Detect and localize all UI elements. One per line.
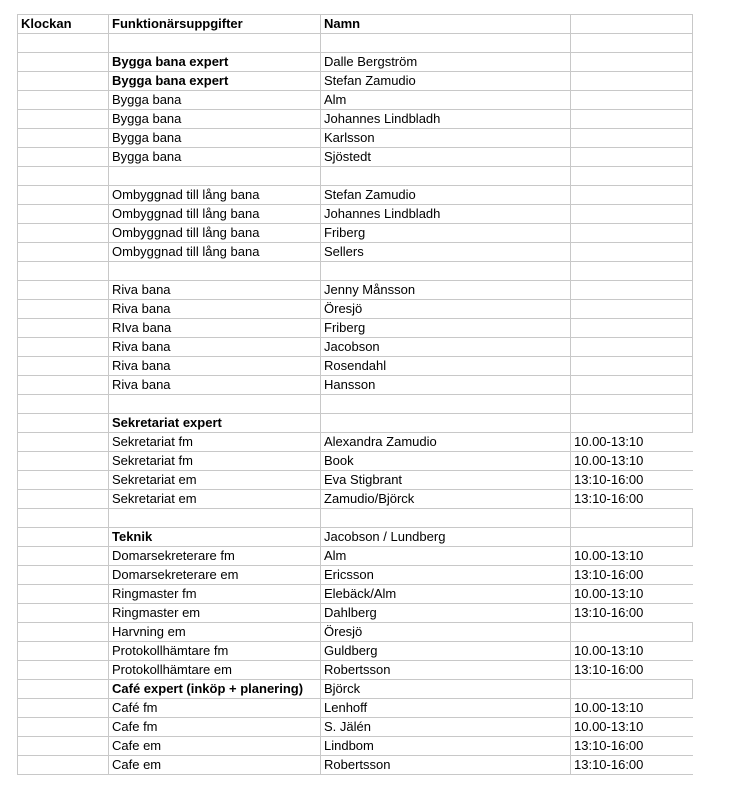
cell-namn: Jenny Månsson xyxy=(321,281,571,300)
cell-namn: Friberg xyxy=(321,224,571,243)
cell-namn: Hansson xyxy=(321,376,571,395)
table-row xyxy=(18,376,693,395)
table-row xyxy=(18,72,693,91)
header-funktionarsuppgifter: Funktionärsuppgifter xyxy=(109,15,321,34)
cell-tid: 13:10-16:00 xyxy=(571,661,693,680)
cell-tid xyxy=(571,91,693,110)
cell-uppgift: Protokollhämtare fm xyxy=(109,642,321,661)
cell-klockan xyxy=(18,414,109,433)
cell-tid xyxy=(571,395,693,414)
cell-klockan xyxy=(18,91,109,110)
cell-namn: Dalle Bergström xyxy=(321,53,571,72)
cell-namn: Alexandra Zamudio xyxy=(321,433,571,452)
table-row xyxy=(18,699,693,718)
table-row xyxy=(18,623,693,642)
table-row xyxy=(18,604,693,623)
table-row xyxy=(18,167,693,186)
cell-klockan xyxy=(18,300,109,319)
cell-namn: Sellers xyxy=(321,243,571,262)
table-row xyxy=(18,509,693,528)
cell-klockan xyxy=(18,262,109,281)
cell-namn: Lindbom xyxy=(321,737,571,756)
table-row xyxy=(18,243,693,262)
cell-klockan xyxy=(18,452,109,471)
cell-tid xyxy=(571,509,693,528)
cell-tid: 10.00-13:10 xyxy=(571,699,693,718)
cell-tid xyxy=(571,414,693,433)
cell-namn: Guldberg xyxy=(321,642,571,661)
cell-klockan xyxy=(18,528,109,547)
cell-klockan xyxy=(18,186,109,205)
cell-tid xyxy=(571,72,693,91)
cell-namn: Zamudio/Björck xyxy=(321,490,571,509)
cell-klockan xyxy=(18,281,109,300)
cell-uppgift: Bygga bana xyxy=(109,148,321,167)
cell-tid xyxy=(571,110,693,129)
cell-uppgift: Ombyggnad till lång bana xyxy=(109,186,321,205)
cell-namn xyxy=(321,34,571,53)
cell-uppgift: Cafe em xyxy=(109,756,321,775)
table-row xyxy=(18,148,693,167)
cell-klockan xyxy=(18,129,109,148)
table-row xyxy=(18,34,693,53)
cell-klockan xyxy=(18,338,109,357)
cell-tid: 13:10-16:00 xyxy=(571,490,693,509)
cell-klockan xyxy=(18,547,109,566)
cell-uppgift: Teknik xyxy=(109,528,321,547)
table-row xyxy=(18,414,693,433)
cell-namn: Jacobson / Lundberg xyxy=(321,528,571,547)
cell-uppgift: Domarsekreterare fm xyxy=(109,547,321,566)
table-row xyxy=(18,395,693,414)
cell-uppgift: Ombyggnad till lång bana xyxy=(109,243,321,262)
header-namn: Namn xyxy=(321,15,571,34)
cell-tid xyxy=(571,34,693,53)
cell-namn: Robertsson xyxy=(321,756,571,775)
cell-klockan xyxy=(18,623,109,642)
table-row xyxy=(18,528,693,547)
cell-uppgift: Riva bana xyxy=(109,338,321,357)
cell-uppgift xyxy=(109,34,321,53)
table-row xyxy=(18,718,693,737)
cell-namn xyxy=(321,262,571,281)
cell-namn xyxy=(321,167,571,186)
cell-klockan xyxy=(18,53,109,72)
cell-uppgift: Riva bana xyxy=(109,357,321,376)
cell-namn: Stefan Zamudio xyxy=(321,186,571,205)
cell-uppgift: Sekretariat fm xyxy=(109,452,321,471)
cell-klockan xyxy=(18,566,109,585)
cell-tid xyxy=(571,167,693,186)
cell-tid xyxy=(571,357,693,376)
cell-klockan xyxy=(18,604,109,623)
cell-tid xyxy=(571,224,693,243)
table-row xyxy=(18,205,693,224)
table-row xyxy=(18,737,693,756)
cell-klockan xyxy=(18,357,109,376)
cell-klockan xyxy=(18,756,109,775)
cell-tid: 13:10-16:00 xyxy=(571,756,693,775)
cell-namn xyxy=(321,395,571,414)
table-row xyxy=(18,338,693,357)
cell-uppgift: Café expert (inköp + planering) xyxy=(109,680,321,699)
cell-namn: Elebäck/Alm xyxy=(321,585,571,604)
cell-uppgift: Café fm xyxy=(109,699,321,718)
cell-klockan xyxy=(18,509,109,528)
cell-uppgift: Sekretariat expert xyxy=(109,414,321,433)
table-row xyxy=(18,642,693,661)
cell-uppgift: Bygga bana xyxy=(109,129,321,148)
cell-klockan xyxy=(18,243,109,262)
cell-namn: Rosendahl xyxy=(321,357,571,376)
cell-uppgift: Cafe fm xyxy=(109,718,321,737)
cell-klockan xyxy=(18,433,109,452)
cell-uppgift: Ringmaster em xyxy=(109,604,321,623)
cell-klockan xyxy=(18,148,109,167)
cell-tid: 13:10-16:00 xyxy=(571,471,693,490)
cell-klockan xyxy=(18,642,109,661)
cell-uppgift: Riva bana xyxy=(109,300,321,319)
cell-tid xyxy=(571,528,693,547)
table-row xyxy=(18,433,693,452)
cell-klockan xyxy=(18,34,109,53)
cell-uppgift xyxy=(109,167,321,186)
cell-tid xyxy=(571,243,693,262)
cell-uppgift xyxy=(109,395,321,414)
cell-tid xyxy=(571,338,693,357)
table-row xyxy=(18,110,693,129)
cell-tid: 10.00-13:10 xyxy=(571,585,693,604)
cell-uppgift: Bygga bana xyxy=(109,91,321,110)
table-row xyxy=(18,680,693,699)
cell-namn xyxy=(321,509,571,528)
cell-uppgift: Domarsekreterare em xyxy=(109,566,321,585)
cell-uppgift: Harvning em xyxy=(109,623,321,642)
cell-klockan xyxy=(18,699,109,718)
cell-namn: Eva Stigbrant xyxy=(321,471,571,490)
cell-uppgift: Sekretariat em xyxy=(109,490,321,509)
cell-uppgift: Ombyggnad till lång bana xyxy=(109,205,321,224)
table-row xyxy=(18,319,693,338)
cell-namn: Öresjö xyxy=(321,623,571,642)
cell-tid xyxy=(571,186,693,205)
cell-uppgift: Bygga bana expert xyxy=(109,72,321,91)
cell-namn: Friberg xyxy=(321,319,571,338)
table-row xyxy=(18,357,693,376)
cell-tid: 13:10-16:00 xyxy=(571,737,693,756)
cell-namn: S. Jälén xyxy=(321,718,571,737)
cell-tid: 10.00-13:10 xyxy=(571,642,693,661)
cell-tid xyxy=(571,129,693,148)
cell-klockan xyxy=(18,680,109,699)
cell-namn: Alm xyxy=(321,547,571,566)
cell-namn: Lenhoff xyxy=(321,699,571,718)
table-row xyxy=(18,91,693,110)
cell-klockan xyxy=(18,490,109,509)
cell-uppgift: Riva bana xyxy=(109,281,321,300)
cell-namn xyxy=(321,414,571,433)
cell-tid xyxy=(571,300,693,319)
cell-klockan xyxy=(18,110,109,129)
cell-uppgift xyxy=(109,509,321,528)
header-tid xyxy=(571,15,693,34)
cell-tid: 10.00-13:10 xyxy=(571,718,693,737)
cell-tid: 10.00-13:10 xyxy=(571,547,693,566)
cell-namn: Alm xyxy=(321,91,571,110)
cell-namn: Öresjö xyxy=(321,300,571,319)
cell-tid: 13:10-16:00 xyxy=(571,604,693,623)
table-row xyxy=(18,566,693,585)
table-row xyxy=(18,471,693,490)
table-row xyxy=(18,129,693,148)
cell-klockan xyxy=(18,585,109,604)
cell-tid xyxy=(571,205,693,224)
cell-namn: Stefan Zamudio xyxy=(321,72,571,91)
cell-uppgift: Riva bana xyxy=(109,376,321,395)
cell-klockan xyxy=(18,376,109,395)
schedule-table xyxy=(17,14,693,775)
cell-uppgift: Ringmaster fm xyxy=(109,585,321,604)
cell-tid xyxy=(571,148,693,167)
cell-klockan xyxy=(18,471,109,490)
cell-namn: Johannes Lindbladh xyxy=(321,205,571,224)
table-row xyxy=(18,547,693,566)
cell-uppgift: Ombyggnad till lång bana xyxy=(109,224,321,243)
cell-uppgift: Bygga bana xyxy=(109,110,321,129)
table-row xyxy=(18,300,693,319)
cell-tid: 13:10-16:00 xyxy=(571,566,693,585)
cell-tid xyxy=(571,262,693,281)
cell-klockan xyxy=(18,319,109,338)
cell-uppgift: Cafe em xyxy=(109,737,321,756)
table-row xyxy=(18,186,693,205)
cell-namn: Dahlberg xyxy=(321,604,571,623)
cell-tid xyxy=(571,623,693,642)
cell-klockan xyxy=(18,224,109,243)
header-row xyxy=(18,15,693,34)
cell-tid xyxy=(571,281,693,300)
cell-uppgift xyxy=(109,262,321,281)
cell-tid xyxy=(571,680,693,699)
table-row xyxy=(18,585,693,604)
cell-uppgift: Bygga bana expert xyxy=(109,53,321,72)
cell-tid xyxy=(571,376,693,395)
table-row xyxy=(18,452,693,471)
table-row xyxy=(18,262,693,281)
cell-namn: Ericsson xyxy=(321,566,571,585)
cell-namn: Sjöstedt xyxy=(321,148,571,167)
cell-uppgift: Sekretariat fm xyxy=(109,433,321,452)
cell-uppgift: Protokollhämtare em xyxy=(109,661,321,680)
table-row xyxy=(18,281,693,300)
cell-uppgift: Sekretariat em xyxy=(109,471,321,490)
table-row xyxy=(18,661,693,680)
table-row xyxy=(18,224,693,243)
cell-namn: Robertsson xyxy=(321,661,571,680)
cell-tid xyxy=(571,53,693,72)
cell-klockan xyxy=(18,737,109,756)
cell-tid xyxy=(571,319,693,338)
cell-uppgift: RIva bana xyxy=(109,319,321,338)
cell-klockan xyxy=(18,395,109,414)
cell-tid: 10.00-13:10 xyxy=(571,452,693,471)
cell-klockan xyxy=(18,661,109,680)
cell-klockan xyxy=(18,205,109,224)
cell-namn: Karlsson xyxy=(321,129,571,148)
cell-namn: Book xyxy=(321,452,571,471)
table-row xyxy=(18,756,693,775)
table-row xyxy=(18,53,693,72)
cell-klockan xyxy=(18,718,109,737)
cell-namn: Jacobson xyxy=(321,338,571,357)
header-klockan: Klockan xyxy=(18,15,109,34)
cell-tid: 10.00-13:10 xyxy=(571,433,693,452)
cell-namn: Björck xyxy=(321,680,571,699)
cell-klockan xyxy=(18,72,109,91)
cell-klockan xyxy=(18,167,109,186)
table-row xyxy=(18,490,693,509)
cell-namn: Johannes Lindbladh xyxy=(321,110,571,129)
